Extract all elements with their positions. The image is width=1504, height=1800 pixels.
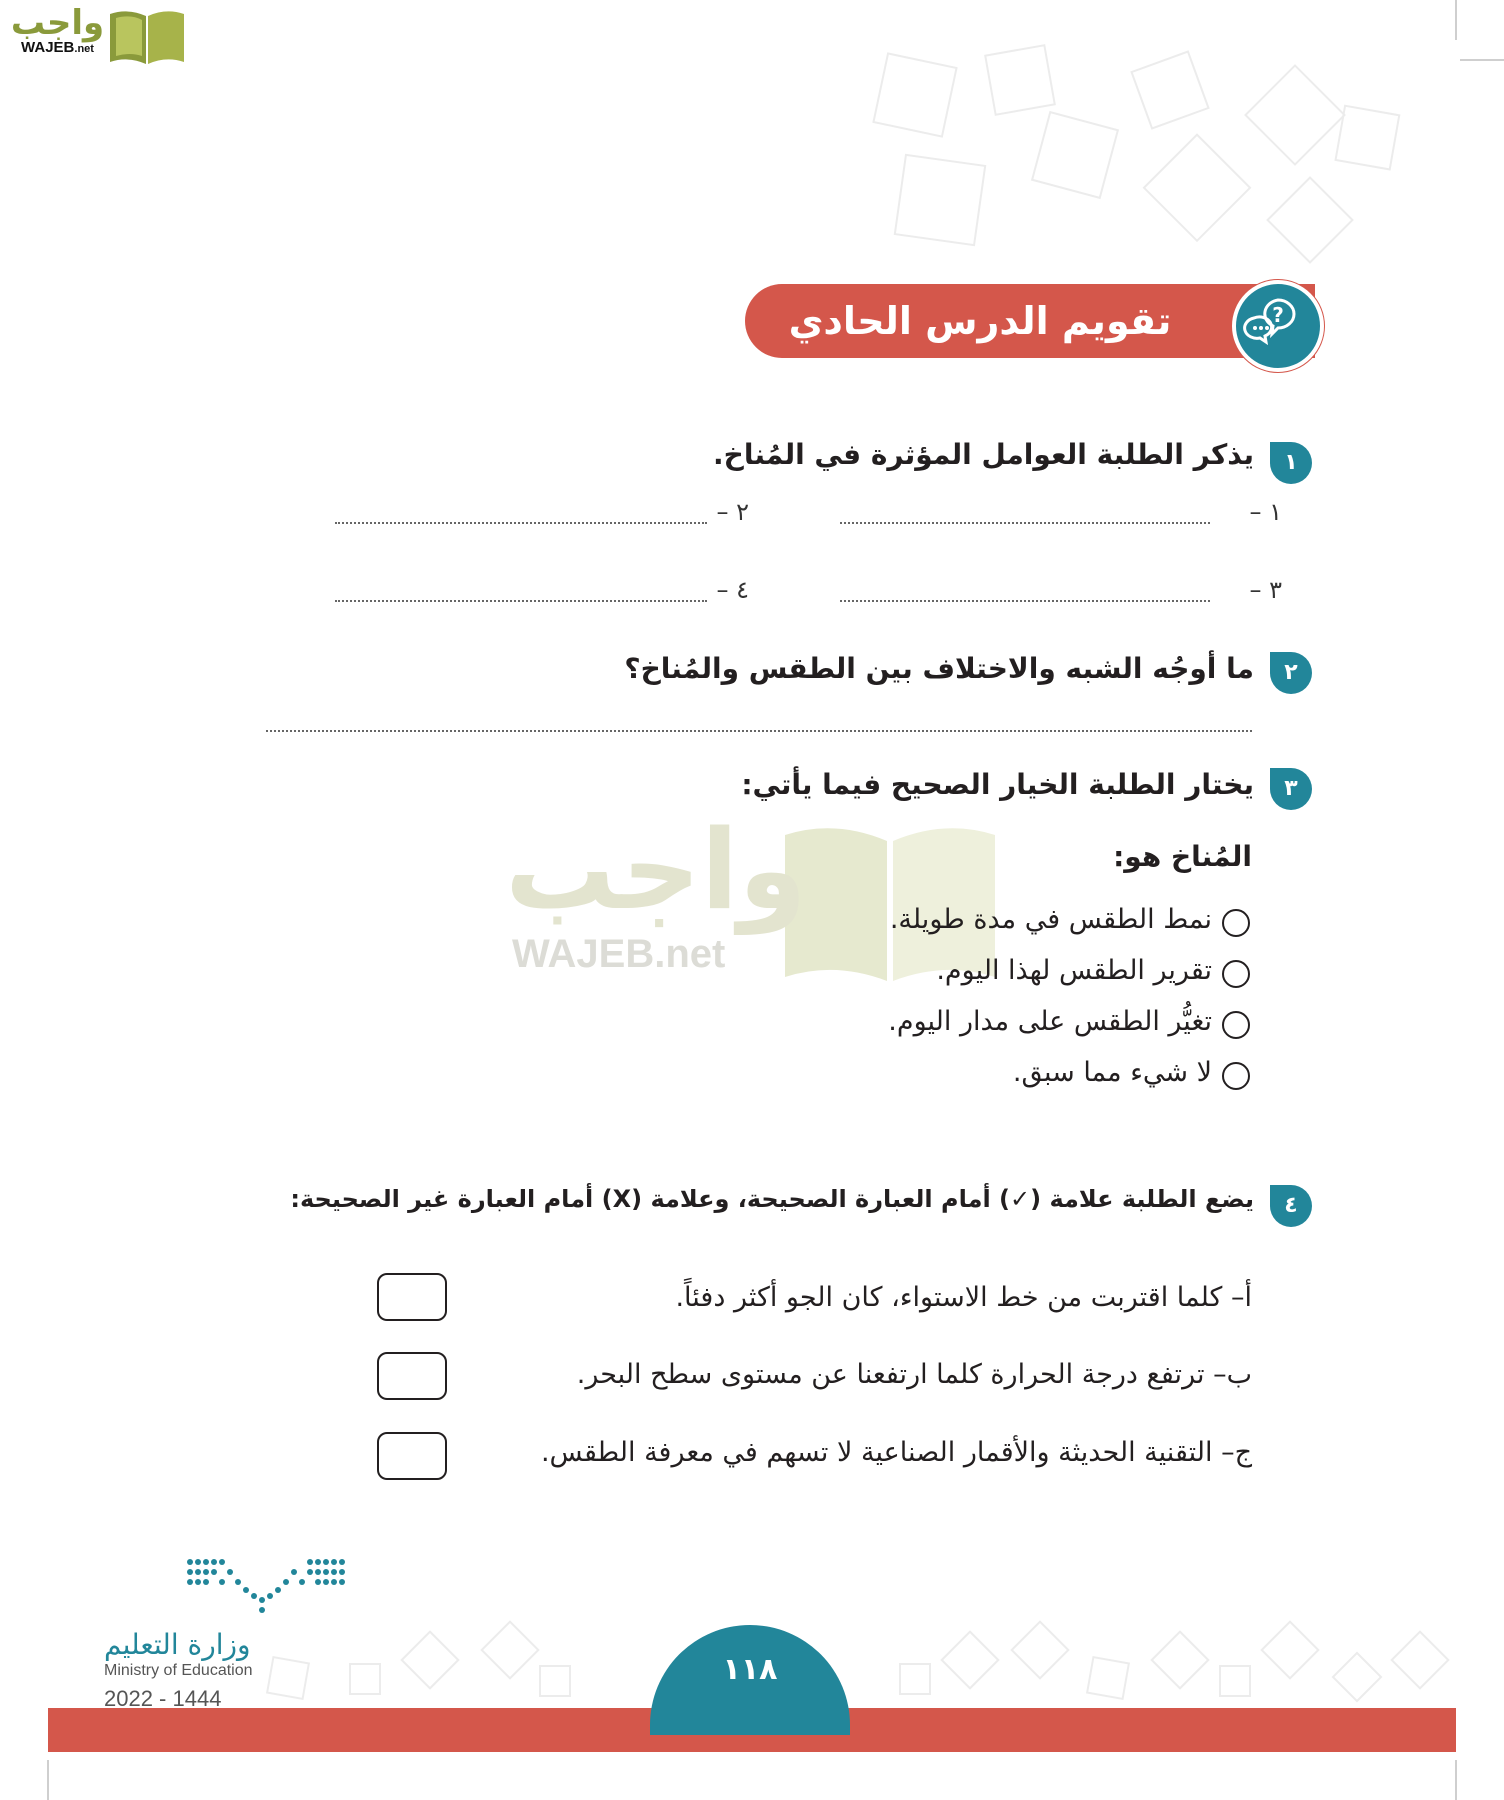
q1-item-4-label: ٤ – bbox=[716, 576, 749, 604]
option-1-radio[interactable] bbox=[1222, 909, 1250, 937]
logo-english: WAJEB.net bbox=[21, 39, 94, 56]
question-4-number: ٤ bbox=[1270, 1185, 1312, 1227]
statement-b: ب– ترتفع درجة الحرارة كلما ارتفعنا عن مستوى سطح البحر. bbox=[576, 1359, 1252, 1390]
book-logo-icon bbox=[106, 6, 188, 66]
watermark-english: WAJEB.net bbox=[512, 932, 726, 976]
page-title: تقويم الدرس الحادي عشر bbox=[788, 299, 1172, 405]
option-3-text: تغيُّر الطقس على مدار اليوم. bbox=[888, 1006, 1212, 1037]
decorative-squares-bottom bbox=[260, 1600, 1460, 1710]
statement-b-answer-box[interactable] bbox=[377, 1352, 447, 1400]
option-2-radio[interactable] bbox=[1222, 960, 1250, 988]
q1-answer-line-3[interactable] bbox=[840, 600, 1210, 602]
title-icon-badge bbox=[1232, 280, 1324, 372]
ministry-arabic: وزارة التعليم bbox=[104, 1628, 251, 1661]
logo-arabic: واجب bbox=[10, 3, 105, 43]
svg-text:?: ? bbox=[1272, 303, 1284, 327]
statement-c: ج– التقنية الحديثة والأقمار الصناعية لا تسهم في معرفة الطقس. bbox=[540, 1437, 1252, 1468]
option-1-text: نمط الطقس في مدة طويلة. bbox=[889, 904, 1212, 935]
wajeb-logo bbox=[10, 3, 105, 57]
q2-answer-line[interactable] bbox=[266, 730, 1252, 732]
question-2-number: ٢ bbox=[1270, 652, 1312, 694]
q1-item-1-label: ١ – bbox=[1249, 498, 1282, 526]
option-2-text: تقرير الطقس لهذا اليوم. bbox=[936, 955, 1212, 986]
question-3-number: ٣ bbox=[1270, 768, 1312, 810]
q1-answer-line-2[interactable] bbox=[335, 522, 707, 524]
option-4-radio[interactable] bbox=[1222, 1062, 1250, 1090]
q1-answer-line-1[interactable] bbox=[840, 522, 1210, 524]
statement-a-answer-box[interactable] bbox=[377, 1273, 447, 1321]
statement-a: أ– كلما اقتربت من خط الاستواء، كان الجو أكثر دفئاً. bbox=[675, 1282, 1252, 1313]
statement-c-answer-box[interactable] bbox=[377, 1432, 447, 1480]
question-3-stem: المُناخ هو: bbox=[1113, 840, 1252, 873]
q1-answer-line-4[interactable] bbox=[335, 600, 707, 602]
page-number: ١١٨ bbox=[722, 1652, 778, 1687]
question-1-text: يذكر الطلبة العوامل المؤثرة في المُناخ. bbox=[713, 438, 1254, 471]
question-1-number: ١ bbox=[1270, 442, 1312, 484]
question-4-text: يضع الطلبة علامة (✓) أمام العبارة الصحيحة، وعلامة (X) أمام العبارة غير الصحيحة: bbox=[290, 1185, 1254, 1213]
question-2-text: ما أوجُه الشبه والاختلاف بين الطقس والمُناخ؟ bbox=[624, 652, 1254, 685]
option-4-text: لا شيء مما سبق. bbox=[1012, 1057, 1212, 1088]
question-3-text: يختار الطلبة الخيار الصحيح فيما يأتي: bbox=[741, 768, 1254, 801]
ministry-english: Ministry of Education bbox=[104, 1662, 253, 1679]
q1-item-2-label: ٢ – bbox=[716, 498, 749, 526]
q1-item-3-label: ٣ – bbox=[1249, 576, 1282, 604]
watermark-arabic: واجب bbox=[505, 806, 807, 934]
question-speech-icon bbox=[1232, 280, 1316, 364]
academic-year: 2022 - 1444 bbox=[104, 1686, 222, 1711]
moe-dots-logo-icon bbox=[184, 1556, 350, 1616]
option-3-radio[interactable] bbox=[1222, 1011, 1250, 1039]
